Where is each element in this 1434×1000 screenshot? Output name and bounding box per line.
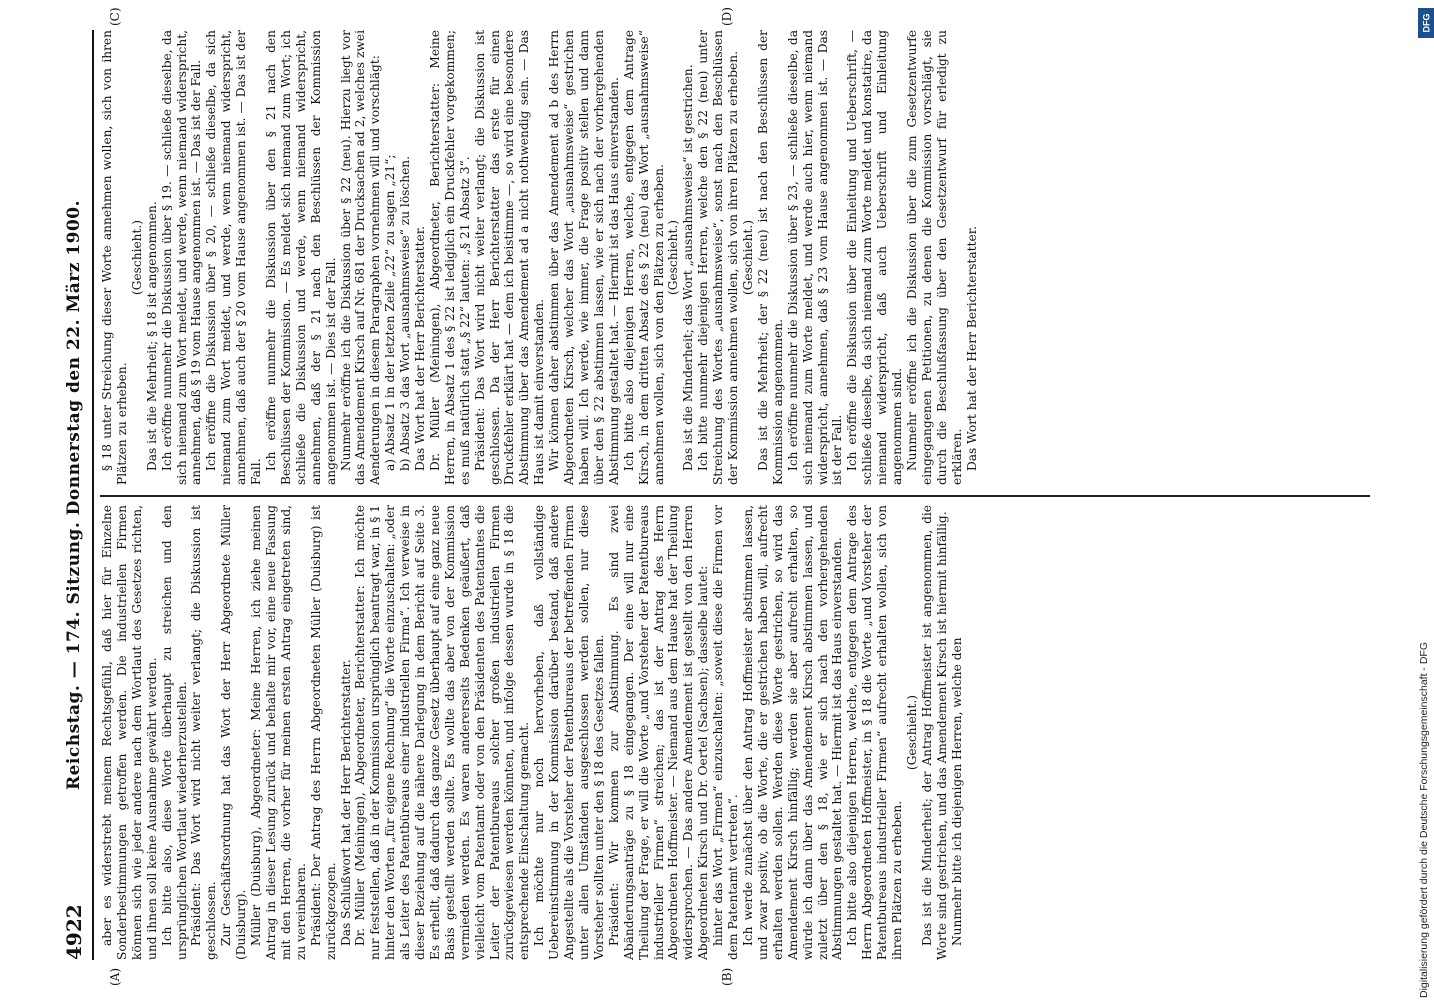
paragraph: Das Wort hat der Herr Berichterstatter. (413, 225, 428, 471)
paragraph: Nunmehr bitte ich diejenigen Herren, welche den (949, 637, 964, 946)
paragraph: Ich bitte also diejenigen Herren, welche, entgegen dem Antrage des Herrn Abgeordneten Hoffmeister, in § 18 die Worte „und Vorsteher der Patentbureaus industrieller Firmen“ aufrecht erhalten wollen, sich von ihren Plätzen zu erheben. (845, 505, 905, 960)
paragraph: Das Schlußwort hat der Herr Berichterstatter. (338, 659, 353, 946)
paragraph: b) Absatz 3 das Wort „ausnahmsweise“ zu löschen. (398, 155, 413, 471)
paragraph: Das ist die Mehrheit; § 18 ist angenommen. (144, 201, 159, 471)
paragraph: Dr. Müller (Meiningen), Abgeordneter, Berichterstatter: Ich möchte nur feststellen, daß in der Kommission ursprünglich beantragt war, in § 1 hinter den Worten „für eigene Rechnung“ die Worte einzuschalten: „oder als Leiter des Patentbüreaus einer industriellen Firma“. Ich verweise in dieser Beziehung auf die nähere Darlegung in dem Bericht auf Seite 3. Es erhellt, daß dadurch das ganze Gesetz überhaupt auf eine ganz neue Basis gestellt werden sollte. Es wollte das aber von der Kommission vermieden werden. Es waren andererseits Bedenken geäußert, daß vielleicht vom Patentamt oder von den Präsidenten des Patentamtes die Leiter der Patentbureaus solcher großen industriellen Firmen zurückgewiesen werden könnten, und infolge dessen wurde in § 18 die entsprechende Einschaltung gemacht. (353, 505, 532, 960)
paragraph: Ich bitte nunmehr diejenigen Herren, welche den § 22 (neu) unter Streichung des Wortes „ausnahmsweise“, sonst nach den Beschlüssen der Kommission annehmen wollen, sich von ihren Plätzen zu erheben. (696, 30, 741, 485)
right-column (100, 30, 1370, 485)
running-head: Reichstag. — 174. Sitzung. Donnerstag den 22. März 1900. (64, 199, 84, 791)
paragraph: (Geschieht.) (904, 694, 919, 771)
paragraph: Präsident: Das Wort wird nicht weiter verlangt; die Diskussion ist geschlossen. Da der Herr Berichterstatter das erste für einen Druckfehler erklärt hat — dem ich beistimme —, so wird eine besondere Abstimmung über das Amendement ad a nicht nothwendig sein. — Das Haus ist damit einverstanden. (472, 30, 547, 485)
column-divider (100, 496, 1370, 498)
paragraph: Müller (Duisburg), Abgeordneter: Meine Herren, ich ziehe meinen Antrag in dieser Lesung zurück und behalte mir vor, eine neue Fassung mit den Herren, die vorher für meinen ersten Antrag eingetreten sind, zu vereinbaren. (249, 505, 308, 960)
header-rule (92, 30, 94, 960)
margin-letter-d: (D) (720, 7, 734, 26)
page-number: 4922 (62, 904, 86, 960)
paragraph: Das ist die Minderheit; das Wort „ausnahmsweise“ ist gestrichen. (681, 64, 696, 471)
paragraph: Das ist die Mehrheit; der § 22 (neu) ist nach den Beschlüssen der Kommission angenommen. (755, 30, 785, 485)
page-header (56, 30, 90, 960)
paragraph: Ich eröffne nunmehr die Diskussion über den § 21 nach den Beschlüssen der Kommission. — Es meldet sich niemand zum Wort; ich schließe die Diskussion und werde, wenn niemand widerspricht, annehmen, daß der § 21 nach den Beschlüssen der Kommission angenommen ist. — Dies ist der Fall. (263, 30, 338, 485)
left-column (100, 505, 1370, 960)
paragraph: hinter das Wort „Firmen“ einzuschalten: „soweit diese die Firmen vor dem Patentamt vertreten“. (711, 505, 741, 960)
paragraph: Ich eröffne nunmehr die Diskussion über § 23, — schließe dieselbe, da sich niemand zum Worte meldet, und werde auch hier, wenn niemand widerspricht, annehmen, daß § 23 vom Hause angenommen ist. — Das ist der Fall. (785, 30, 845, 485)
paragraph: Präsident: Wir kommen zur Abstimmung. Es sind zwei Abänderungsanträge zu § 18 eingegangen. Der eine will nur eine Theilung der Frage, er will die Worte „und Vorsteher der Patentbureaus industrieller Firmen“ streichen; das ist der Antrag des Herrn Abgeordneten Hoffmeister. — Niemand aus dem Hause hat der Theilung widersprochen. — Das andere Amendement ist gestellt von den Herren Abgeordneten Kirsch und Dr. Oertel (Sachsen); dasselbe lautet: (606, 505, 711, 960)
paragraph: Präsident: Der Antrag des Herrn Abgeordneten Müller (Duisburg) ist zurückgezogen. (308, 505, 338, 960)
paragraph: Dr. Müller (Meiningen), Abgeordneter, Berichterstatter: Meine Herren, in Absatz 1 des § 22 ist lediglich ein Druckfehler vorgekommen; es muß natürlich statt „§ 22“ lauten: „§ 21 Absatz 3“. (427, 30, 472, 485)
paragraph: (Geschieht.) (740, 219, 755, 296)
paragraph: § 18 unter Streichung dieser Worte annehmen wollen, sich von ihren Plätzen zu erheben. (100, 30, 129, 485)
paragraph: Ich bitte also, diese Worte überhaupt zu streichen und den ursprünglichen Wortlaut wiederherzustellen. (159, 505, 189, 960)
paragraph: Ich werde zunächst über den Antrag Hoffmeister abstimmen lassen, und zwar positiv, ob die Worte, die er gestrichen haben will, aufrecht erhalten werden sollen. Werden diese Worte gestrichen, so wird das Amendement Kirsch hinfällig; werden sie aber aufrecht erhalten, so würde ich dann über das Amendement Kirsch abstimmen lassen, und zuletzt über den § 18, wie er sich nach den vorhergehenden Abstimmungen gestaltet hat. — Hiermit ist das Haus einverstanden. (740, 505, 845, 960)
margin-letter-a: (A) (108, 967, 122, 986)
paragraph: (Geschieht.) (129, 219, 144, 296)
paragraph: Das ist die Minderheit; der Antrag Hoffmeister ist angenommen, die Worte sind gestrichen, und das Amendement Kirsch ist hiermit hinfällig. (919, 505, 949, 960)
paragraph: Präsident: Das Wort wird nicht weiter verlangt; die Diskussion ist geschlossen. (189, 505, 219, 960)
dfg-logo (1418, 8, 1434, 38)
paragraph: Zur Geschäftsordnung hat das Wort der Herr Abgeordnete Müller (Duisburg). (219, 505, 249, 960)
paragraph: Das Wort hat der Herr Berichterstatter. (964, 225, 979, 471)
dfg-logo-text: DFG (1421, 13, 1431, 33)
paragraph: (Geschieht.) (666, 219, 681, 296)
paragraph: Ich möchte nur noch hervorheben, daß vollständige Uebereinstimmung in der Kommission darüber bestand, daß andere Angestellte als die Vorsteher der Patentbureaus der betreffenden Firmen unter allen Umständen ausgeschlossen werden sollen, nur diese Vorsteher sollten unter den § 18 des Gesetzes fallen. (532, 505, 606, 960)
paragraph: Nunmehr eröffne ich die Diskussion über § 22 (neu). Hierzu liegt vor das Amendement Kirsch auf Nr. 681 der Drucksachen ad 2, welches zwei Aenderungen in diesem Paragraphen vornehmen will und vorschlägt: (338, 30, 383, 485)
paragraph: Wir können daher abstimmen über das Amendement ad b des Herrn Abgeordneten Kirsch, welcher das Wort „ausnahmsweise“ gestrichen haben will. Ich werde, wie immer, die Frage positiv stellen und dann über den § 22 abstimmen lassen, wie er sich nach der vorhergehenden Abstimmung gestaltet hat. — Hiermit ist das Haus einverstanden. (547, 30, 621, 485)
paragraph: Nunmehr eröffne ich die Diskussion über die zum Gesetzentwurfe eingegangenen Petitionen, zu denen die Kommission vorschlägt, sie durch die Beschlußfassung über den Gesetzentwurf für erledigt zu erklären. (904, 30, 964, 485)
paragraph: aber es widerstrebt meinem Rechtsgefühl, daß hier für Einzelne Sonderbestimmungen getroffen werden. Die industriellen Firmen können sich wie jeder andere nach dem Wortlaut des Gesetzes richten, und ihnen soll keine Ausnahme gewährt werden. (100, 505, 159, 960)
margin-letter-c: (C) (108, 7, 122, 26)
paragraph: Ich eröffne nunmehr die Diskussion über § 19. — schließe dieselbe, da sich niemand zum Wort meldet, und werde, wenn niemand widerspricht, annehmen, daß § 19 vom Hause angenommen ist. — Das ist der Fall. (159, 30, 204, 485)
paragraph: Ich eröffne die Diskussion über § 20, — schließe dieselbe, da sich niemand zum Wort meldet, und werde, wenn niemand widerspricht, annehmen, daß auch der § 20 vom Hause angenommen ist. — Das ist der Fall. (204, 30, 264, 485)
margin-letter-b: (B) (720, 967, 734, 986)
paragraph: a) Absatz 1 in der letzten Zeile „22“ zu sagen „21“; (383, 154, 398, 471)
paragraph: Ich eröffne die Diskussion über die Einleitung und Ueberschrift, — schließe dieselbe, da sich niemand zum Worte meldet und konstatire, da niemand widerspricht, daß auch Ueberschrift und Einleitung angenommen sind. (845, 30, 905, 485)
paragraph: Ich bitte also diejenigen Herren, welche, entgegen dem Antrage Kirsch, in dem dritten Absatz des § 22 (neu) das Wort „ausnahmsweise“ annehmen wollen, sich von den Plätzen zu erheben. (621, 30, 666, 485)
digitization-note: Digitalisierung gefördert durch die Deutsche Forschungsgemeinschaft - DFG (1418, 641, 1430, 998)
